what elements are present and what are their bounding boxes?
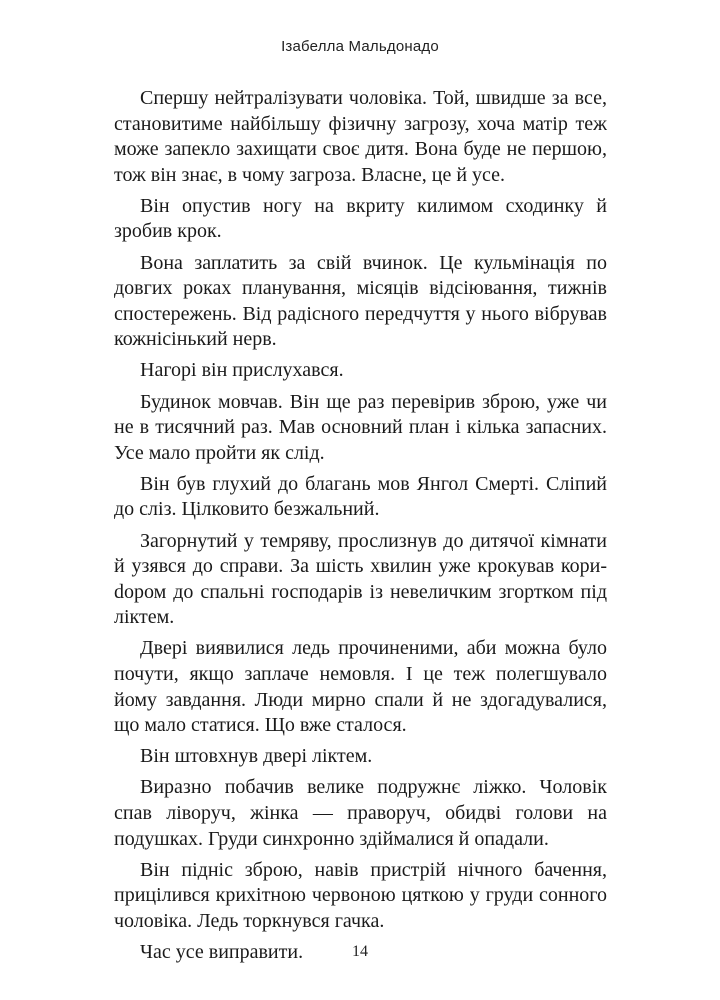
paragraph-10: Виразно побачив велике подружнє ліжко. Чоловік спав ліворуч, жінка — праворуч, обидві голови на подушках. Груди синхронно здіймалися й опадали. [114, 776, 607, 850]
running-header-author: Ізабелла Мальдонадо [281, 38, 439, 55]
paragraph-8: Двері виявилися ледь прочиненими, аби можна було почути, якщо заплаче немовля. І це теж полегшувало йому завдання. Люди мирно спали й не здогадувалися, що мало статися. Що вже сталося. [114, 637, 607, 737]
body-text [114, 86, 607, 971]
paragraph-9: Він штовхнув двері ліктем. [140, 745, 373, 768]
paragraph-5: Будинок мовчав. Він ще раз перевірив зброю, уже чи не в тисячний раз. Мав основний план і кілька запасних. Усе мало пройти як слід. [114, 390, 607, 464]
paragraph-6: Він був глухий до благань мов Янгол Смерті. Сліпий до сліз. Цілковито безжальний. [114, 472, 607, 521]
paragraph-12: Час усе виправити. [140, 940, 304, 963]
paragraph-1: Спершу нейтралізувати чоловіка. Той, швидше за все, становитиме найбільшу фізичну загрозу, хоча матір теж може запекло захищати своє дитя. Вона буде не першою, тож він знає, в чому загроза. Власне, це й усе. [114, 87, 607, 186]
paragraph-2: Він опустив ногу на вкриту килимом сходинку й зробив крок. [114, 194, 607, 243]
paragraph-3: Вона заплатить за свій вчинок. Це кульмінація по довгих роках планування, місяців відсіювання, тижнів спостережень. Від радісного передчуття у нього вібрував кожнісінький нерв. [114, 251, 607, 351]
page-number: 14 [352, 943, 368, 960]
paragraph-7: Загорнутий у темряву, прослизнув до дитячої кімнати й узявся до справи. За шість хвилин уже крокував кориdором до спальні господарів із невеличким згортком під ліктем. [114, 529, 607, 629]
paragraph-11: Він підніс зброю, навів пристрій нічного бачення, прицілився крихітною червоною цяткою у груди сонного чоловіка. Ледь торкнувся гачка. [114, 858, 607, 932]
paragraph-4: Нагорі він прислухався. [140, 359, 344, 382]
